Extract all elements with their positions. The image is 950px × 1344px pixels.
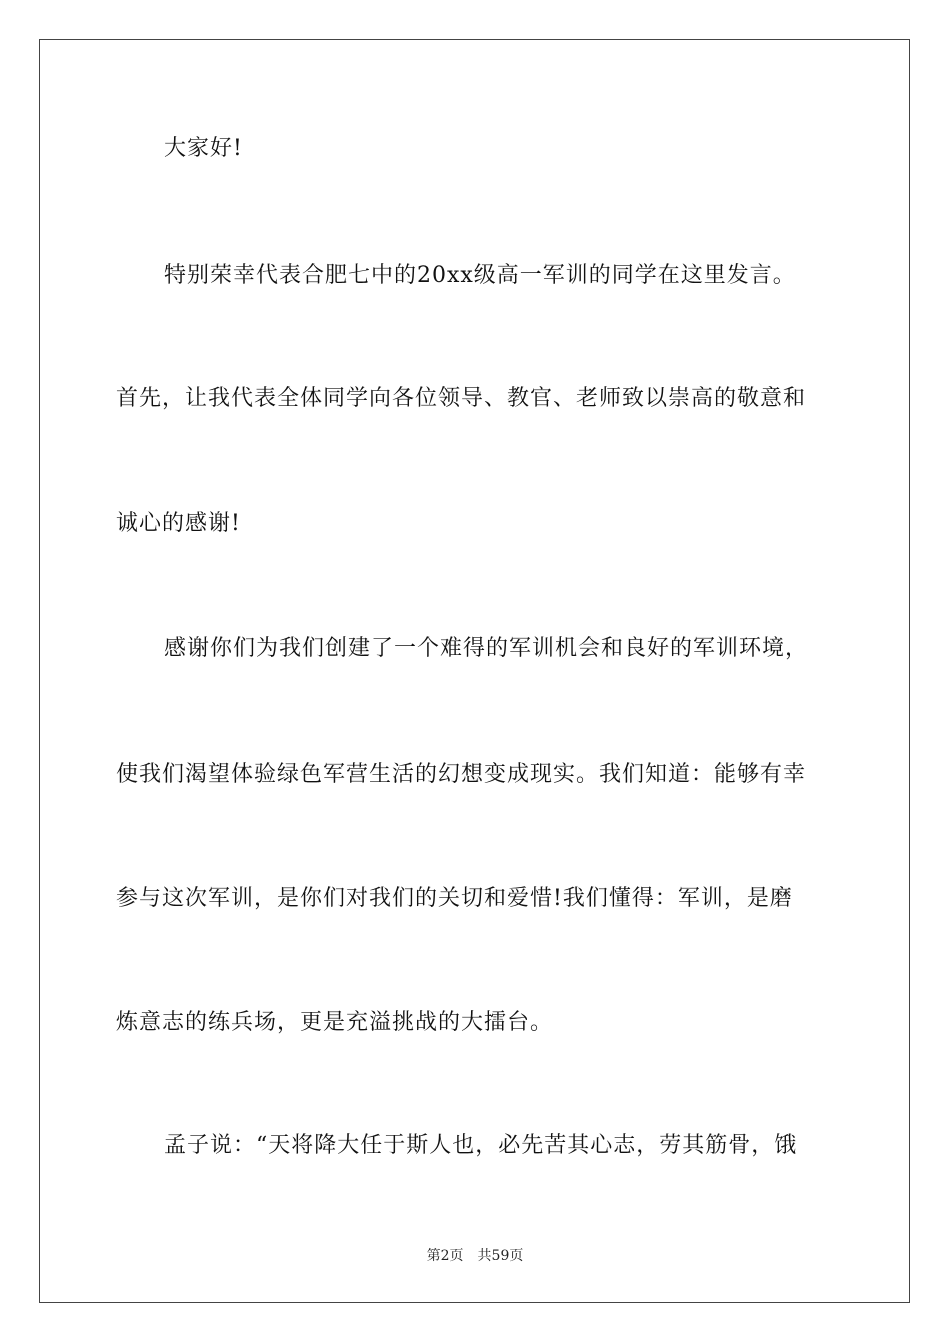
text-line: 炼意志的练兵场，更是充溢挑战的大擂台。	[116, 1010, 554, 1035]
text-line-intro: 特别荣幸代表合肥七中的20xx级高一军训的同学在这里发言。	[164, 263, 796, 288]
text-line: 诚心的感谢!	[116, 511, 241, 536]
text-line-quote: 孟子说：“天将降大任于斯人也，必先苦其心志，劳其筋骨，饿	[164, 1133, 798, 1158]
text-line: 感谢你们为我们创建了一个难得的军训机会和良好的军训环境，	[164, 636, 809, 661]
text-line-greeting: 大家好!	[164, 136, 243, 161]
text-line: 使我们渴望体验绿色军营生活的幻想变成现实。我们知道：能够有幸	[116, 762, 807, 787]
page-border	[39, 39, 910, 1303]
page-total: 共59页	[477, 1248, 524, 1264]
page-footer	[0, 1247, 950, 1265]
text-line: 参与这次军训，是你们对我们的关切和爱惜!我们懂得：军训，是磨	[116, 886, 793, 911]
text-line: 首先，让我代表全体同学向各位领导、教官、老师致以崇高的敬意和	[116, 386, 807, 411]
page-number: 第2页	[426, 1248, 464, 1264]
